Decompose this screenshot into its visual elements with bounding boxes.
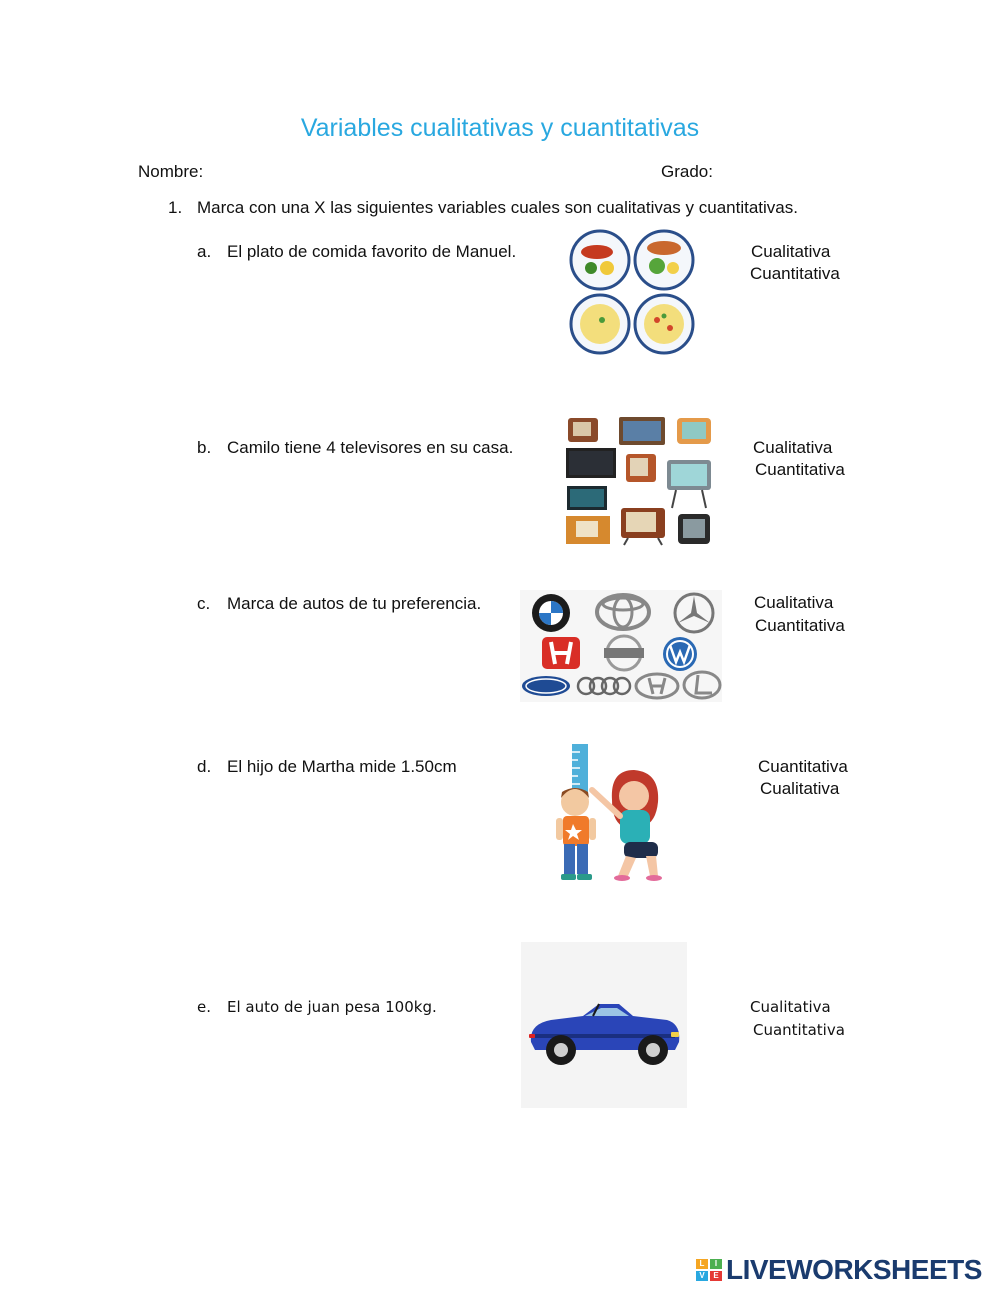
question-c-letter: c. xyxy=(197,594,211,613)
logo-blocks-icon xyxy=(696,1259,722,1281)
question-d-option-1[interactable]: Cuantitativa xyxy=(758,757,848,776)
question-a-letter: a. xyxy=(197,242,212,261)
question-b-option-2[interactable]: Cuantitativa xyxy=(755,460,845,479)
question-c-option-1[interactable]: Cualitativa xyxy=(754,593,834,612)
question-a-text: El plato de comida favorito de Manuel. xyxy=(227,242,517,261)
question-e-option-1[interactable]: Cualitativa xyxy=(750,998,831,1016)
logo-block-e: E xyxy=(710,1271,722,1281)
logo-block-l: L xyxy=(696,1259,708,1269)
question-b-text: Camilo tiene 4 televisores en su casa. xyxy=(227,438,514,457)
question-b-letter: b. xyxy=(197,438,212,457)
blue-convertible-car-image xyxy=(521,942,687,1108)
food-plates-image xyxy=(569,228,695,356)
question-d-letter: d. xyxy=(197,757,212,776)
question-e-letter: e. xyxy=(197,998,211,1016)
instruction-text: Marca con una X las siguientes variables cuales son cualitativas y cuantitativas. xyxy=(197,198,798,217)
question-c-option-2[interactable]: Cuantitativa xyxy=(755,616,845,635)
liveworksheets-logo xyxy=(696,1254,982,1286)
mother-measuring-son-image xyxy=(548,740,672,884)
logo-block-v: V xyxy=(696,1271,708,1281)
page-title: Variables cualitativas y cuantitativas xyxy=(300,114,700,142)
car-brand-logos-image xyxy=(520,590,722,702)
nombre-label: Nombre: xyxy=(138,162,204,181)
televisions-image xyxy=(564,414,716,546)
question-b-option-1[interactable]: Cualitativa xyxy=(753,438,833,457)
question-e-option-2[interactable]: Cuantitativa xyxy=(753,1021,845,1039)
logo-block-i: I xyxy=(710,1259,722,1269)
question-e-text: El auto de juan pesa 100kg. xyxy=(227,998,437,1016)
question-a-option-2[interactable]: Cuantitativa xyxy=(750,264,840,283)
question-d-text: El hijo de Martha mide 1.50cm xyxy=(227,757,457,776)
grado-label: Grado: xyxy=(661,162,713,181)
question-d-option-2[interactable]: Cualitativa xyxy=(760,779,840,798)
instruction-number: 1. xyxy=(168,198,183,217)
question-c-text: Marca de autos de tu preferencia. xyxy=(227,594,482,613)
logo-text: LIVEWORKSHEETS xyxy=(726,1254,982,1285)
question-a-option-1[interactable]: Cualitativa xyxy=(751,242,831,261)
